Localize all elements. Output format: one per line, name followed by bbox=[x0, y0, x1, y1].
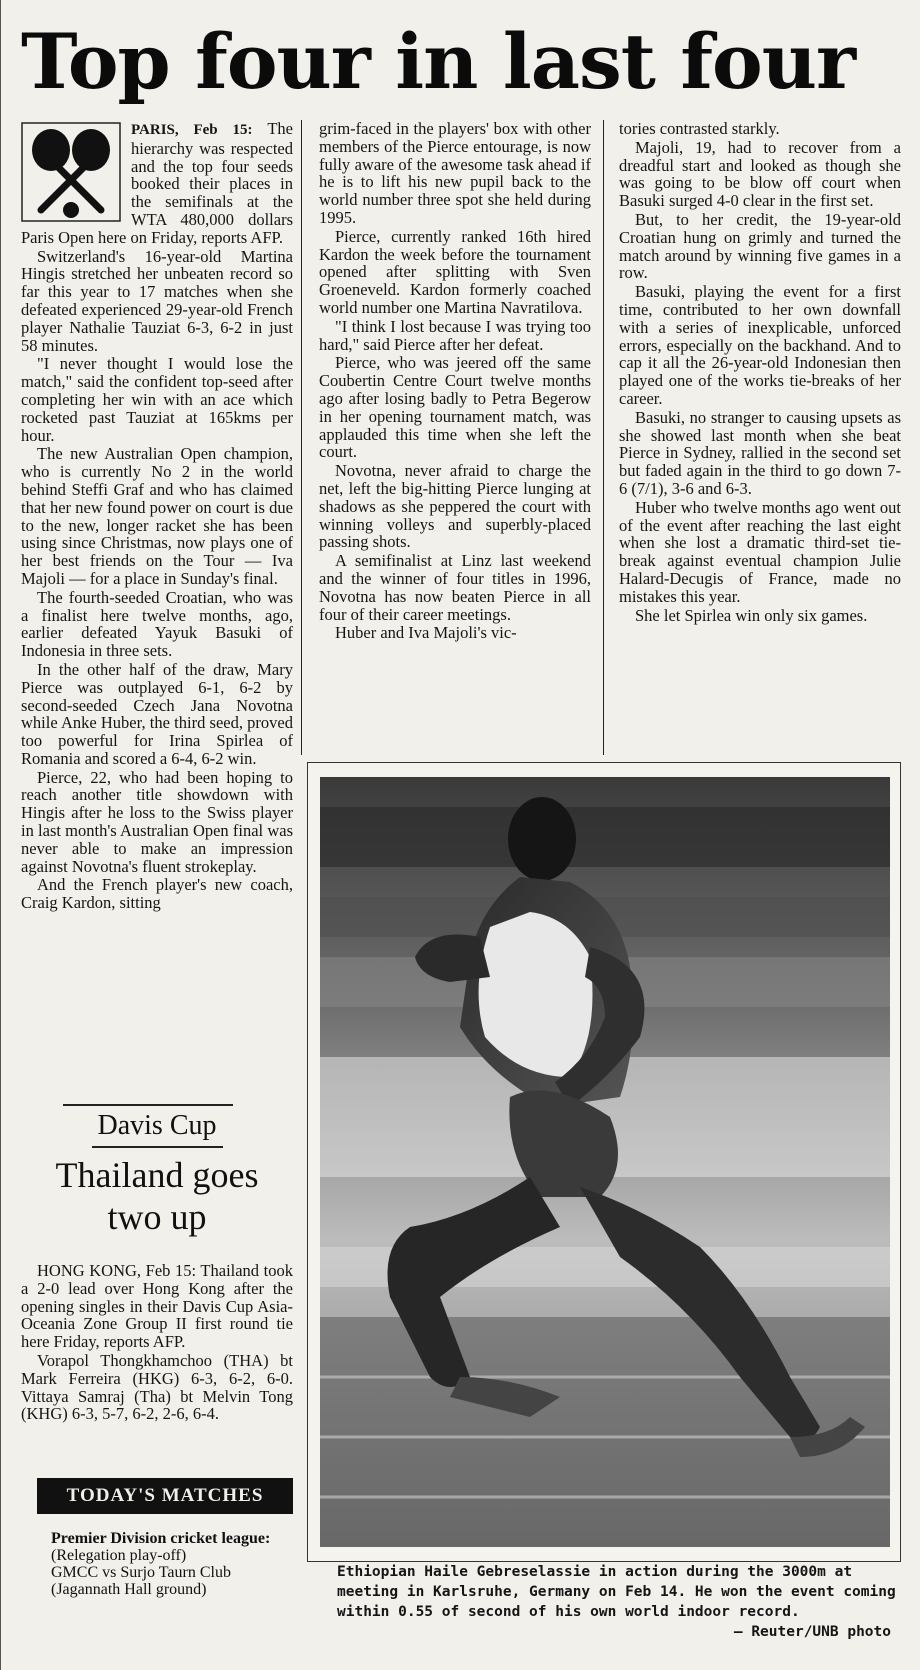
article-paragraph: "I think I lost because I was trying too hard," said Pierce after her defeat. bbox=[319, 316, 591, 354]
photo-credit: — Reuter/UNB photo bbox=[733, 1624, 891, 1640]
article-paragraph: Novotna, never afraid to charge the net, left the big-hitting Pierce lunging at shadows as she peppered the court with winning volleys and superbly-placed passing shots. bbox=[319, 461, 591, 552]
match-line: (Relegation play-off) bbox=[51, 1547, 187, 1564]
article-paragraph: Switzerland's 16-year-old Martina Hingis stretched her unbeaten record so far this year to 17 matches when she defeated experienced 29-year-old French player Nathalie Tauziat 6-3, 6-2 in just 58 minutes. bbox=[21, 246, 293, 355]
article-paragraph: tories contrasted starkly. bbox=[619, 119, 780, 138]
article-paragraph: HONG KONG, Feb 15: Thailand took a 2-0 lead over Hong Kong after the opening singles in their Davis Cup Asia-Oceania Zone Group II first round tie here Friday, reports AFP. bbox=[21, 1261, 293, 1352]
article-paragraph: "I never thought I would lose the match," said the confident top-seed after completing her win with an ace which rocketed past Tauziat at 165kms per hour. bbox=[21, 354, 293, 445]
column-divider bbox=[301, 120, 302, 755]
league-name: Premier Division cricket league: bbox=[51, 1530, 271, 1547]
article-paragraph: Pierce, who was jeered off the same Coubertin Centre Court twelve months ago after losing badly to Petra Begerow in her opening tournament match, was applauded this time when she left the court. bbox=[319, 353, 591, 462]
article-paragraph: grim-faced in the players' box with other members of the Pierce entourage, is now fully aware of the awesome task ahead if he is to lift his new pupil back to the world number three spot she held during 1995. bbox=[319, 119, 591, 227]
article-column-2 bbox=[319, 120, 591, 643]
article-paragraph: In the other half of the draw, Mary Pierce was outplayed 6-1, 6-2 by second-seeded Czech Jana Novotna while Anke Huber, the third seed, proved too powerful for Irina Spirlea of Romania and scored a 6-4, 6-2 win. bbox=[21, 659, 293, 768]
todays-matches-list bbox=[51, 1530, 301, 1598]
article-paragraph: Vorapol Thongkhamchoo (THA) bt Mark Ferreira (HKG) 6-3, 6-2, 6-0. Vittaya Samraj (Tha) bt Melvin Tong (KHG) 6-3, 5-7, 6-2, 2-6, 6-4. bbox=[21, 1350, 293, 1424]
match-line: GMCC vs Surjo Taurn Club bbox=[51, 1564, 231, 1581]
photo-frame bbox=[307, 762, 901, 1562]
headline: Top four in last four bbox=[21, 17, 855, 106]
todays-matches-banner: TODAY'S MATCHES bbox=[37, 1478, 293, 1514]
article-paragraph: Huber and Iva Majoli's vic- bbox=[335, 623, 517, 643]
davis-cup-headline: Thailand goes two up bbox=[55, 1155, 259, 1237]
article-paragraph: But, to her credit, the 19-year-old Croatian hung on grimly and turned the match around by winning five games in a row. bbox=[619, 209, 901, 283]
article-paragraph: Basuki, playing the event for a first time, contributed to her own downfall with a series of inexplicable, unforced errors, especially on the backhand. And to cap it all the 26-year-old Indonesian then played one of the works tie-breaks of her career. bbox=[619, 282, 901, 408]
davis-cup-body bbox=[21, 1262, 293, 1424]
article-paragraph: Pierce, currently ranked 16th hired Kardon the week before the tournament opened after splitting with Sven Groeneveld. Kardon formerly coached world number one Martina Navratilova. bbox=[319, 226, 591, 317]
article-paragraph: Basuki, no stranger to causing upsets as she showed last month when she beat Pierce in Sydney, rallied in the second set but faded again in the third to go down 7-6 (7/1), 3-6 and 6-3. bbox=[619, 407, 901, 498]
davis-cup-header bbox=[21, 1098, 293, 1238]
article-paragraph: PARIS, Feb 15: The hierarchy was respected and the top four seeds booked their places in the semifinals at the WTA 480,000 dollars Paris Open here on Friday, reports AFP. bbox=[21, 119, 293, 247]
article-paragraph: The new Australian Open champion, who is currently No 2 in the world behind Steffi Graf and who has claimed that her new found power on court is due to the new, longer racket she has been using since Christmas, now plays one of her best friends on the Tour — Iva Majoli — for a place in Sunday's final. bbox=[21, 444, 293, 588]
article-paragraph: Pierce, 22, who had been hoping to reach another title showdown with Hingis after he loss to the Swiss player in last month's Australian Open final was never able to make an impression against Novotna's fluent strokeplay. bbox=[21, 767, 293, 876]
article-paragraph: A semifinalist at Linz last weekend and the winner of four titles in 1996, Novotna has now beaten Pierce in all four of their career meetings. bbox=[319, 551, 591, 624]
match-line: (Jagannath Hall ground) bbox=[51, 1581, 207, 1598]
column-divider bbox=[603, 120, 604, 755]
article-paragraph: She let Spirlea win only six games. bbox=[635, 605, 868, 625]
article-column-1 bbox=[21, 120, 293, 913]
article-column-3 bbox=[619, 120, 901, 625]
runner-photo bbox=[320, 777, 890, 1547]
article-paragraph: Huber who twelve months ago went out of the event after reaching the last eight when she lost a dramatic third-set tie-break against eventual champion Julie Halard-Decugis of France, made no mistakes this year. bbox=[619, 497, 901, 606]
davis-cup-kicker: Davis Cup bbox=[92, 1106, 223, 1148]
photo-caption: Ethiopian Haile Gebreselassie in action during the 3000m at meeting in Karlsruhe, Germany on Feb 14. He won the event coming within 0.55 of second of his own world indoor record. — Reuter/UNB photo bbox=[337, 1564, 896, 1640]
article-paragraph: The fourth-seeded Croatian, who was a finalist here twelve months, ago, earlier defeated Yayuk Basuki of Indonesia in three sets. bbox=[21, 587, 293, 661]
article-paragraph: And the French player's new coach, Craig Kardon, sitting bbox=[21, 875, 293, 913]
dateline: PARIS, Feb 15: bbox=[131, 122, 253, 138]
crossed-tennis-rackets-icon bbox=[21, 122, 121, 222]
article-paragraph: Majoli, 19, had to recover from a dreadful start and looked as though she was going to be blow off court when Basuki surged 4-0 clear in the first set. bbox=[619, 137, 901, 211]
